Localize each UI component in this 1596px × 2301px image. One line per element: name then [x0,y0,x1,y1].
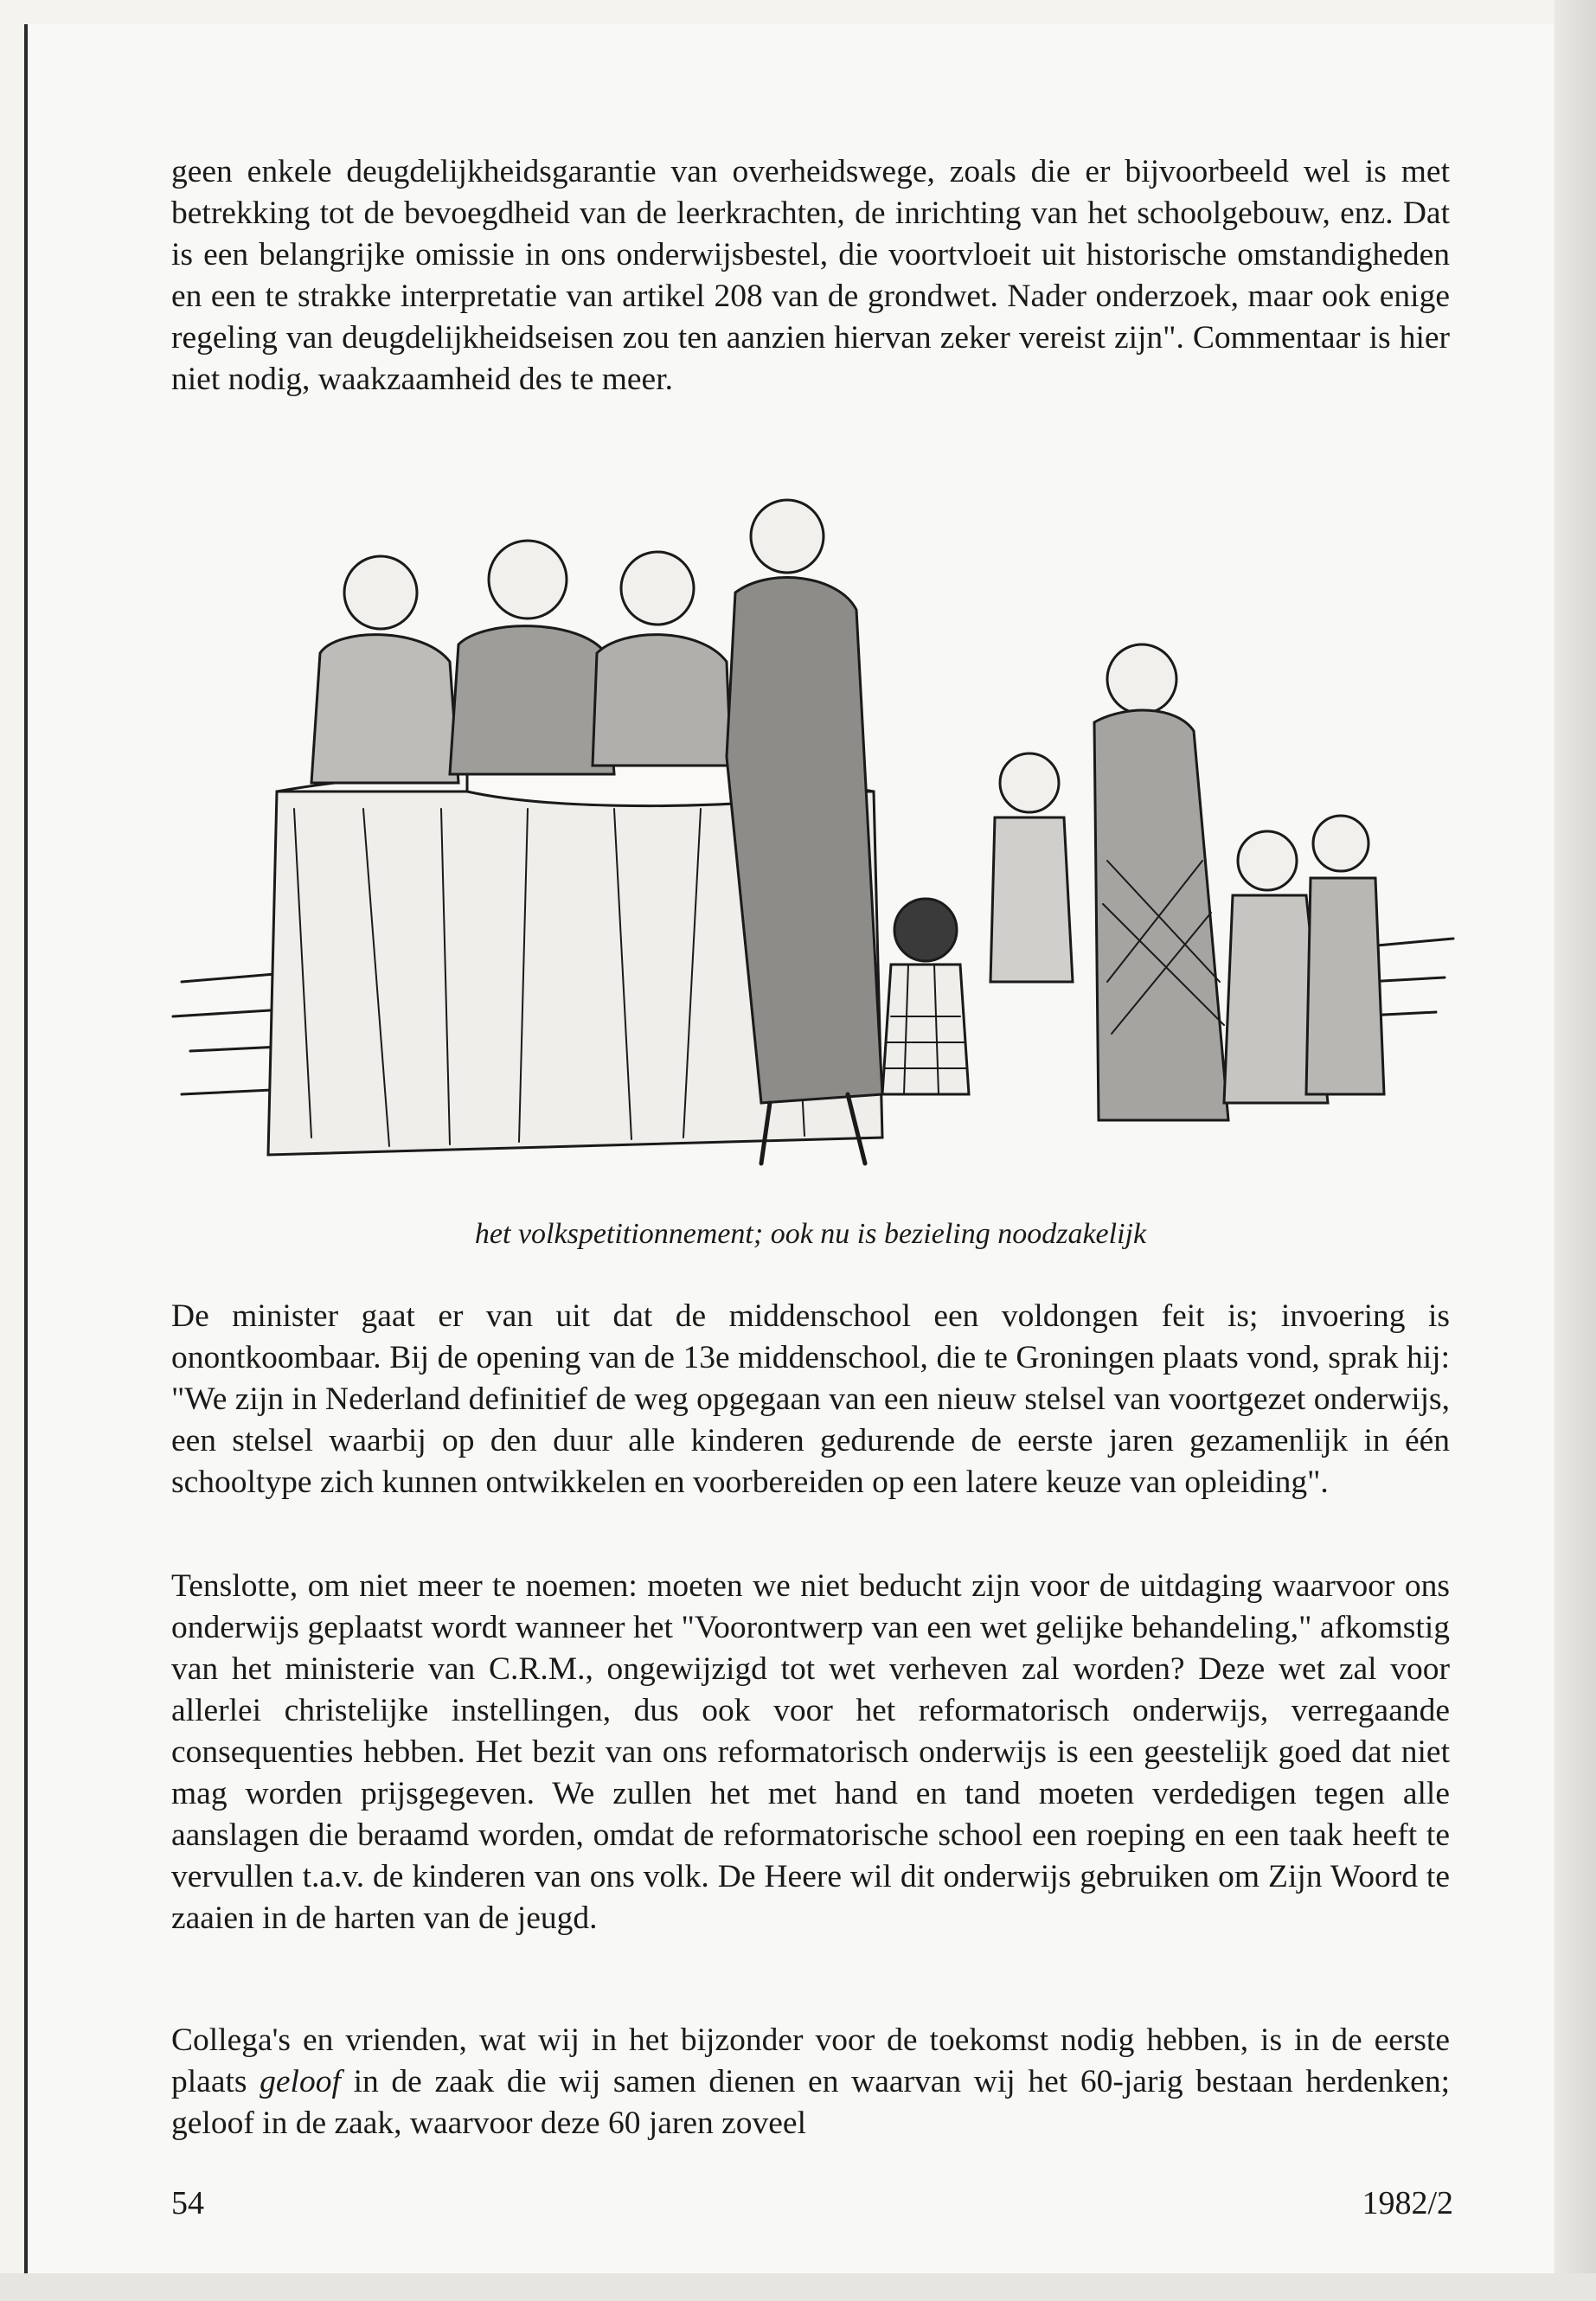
paragraph-4 [171,2020,1450,2144]
figure-caption: het volkspetitionnement; ook nu is bezieling noodzakelijk [474,1218,1147,1250]
scan-edge [1554,0,1596,2301]
paragraph-4-end: in de zaak die wij samen dienen en waarvan wij het 60-jarig bestaan herdenken; geloof in de zaak, waarvoor deze 60 jaren zoveel [171,2064,1450,2141]
paragraph-2: De minister gaat er van uit dat de middenschool een voldongen feit is; invoering is onontkoombaar. Bij de opening van de 13e middenschool, die te Groningen plaats vond, sprak hij: "We zijn in Nederland definitief de weg opgegaan van een nieuw stelsel van voortgezet onderwijs, een stelsel waarbij op den duur alle kinderen gedurende de eerste jaren gezamenlijk in één schooltype zich kunnen ontwikkelen en voorbereiden op een latere keuze van opleiding". [171,1298,1450,1500]
paragraph-1: geen enkele deugdelijkheidsgarantie van overheidswege, zoals die er bijvoorbeeld wel is met betrekking tot de bevoegdheid van de leerkrachten, de inrichting van het schoolgebouw, enz. Dat is een belangrijke omissie in ons onderwijsbestel, die voortvloeit uit historische omstandigheden en een te strakke interpretatie van artikel 208 van de grondwet. Nader onderzoek, maar ook enige regeling van deugdelijkheidseisen zou ten aanzien hiervan zeker vereist zijn". Commentaar is hier niet nodig, waakzaamheid des te meer. [171,154,1450,397]
scan-bottom-edge [0,2273,1596,2301]
illustration-petition [164,497,1462,1181]
paragraph-4-start: Collega's en vrienden, wat wij in het bijzonder voor de toekomst nodig hebben, is in de eerste plaats [171,2022,1450,2099]
issue-number: 1982/2 [1362,2185,1453,2221]
emphasis-geloof: geloof [260,2064,341,2099]
paragraph-3: Tenslotte, om niet meer te noemen: moeten we niet beducht zijn voor de uitdaging waarvoor ons onderwijs geplaatst wordt wanneer het "Voorontwerp van een wet gelijke behandeling," afkomstig van het ministerie van C.R.M., ongewijzigd tot wet verheven zal worden? Deze wet zal voor allerlei christelijke instellingen, dus ook voor het reformatorisch onderwijs, verregaande consequenties hebben. Het bezit van ons reformatorisch onderwijs is een geestelijk goed dat niet mag worden prijsgegeven. We zullen het met hand en tand moeten verdedigen tegen alle aanslagen die beraamd worden, omdat de reformatorische school een roeping en een taak heeft te vervullen t.a.v. de kinderen van ons volk. De Heere wil dit onderwijs gebruiken om Zijn Woord te zaaien in de harten van de jeugd. [171,1568,1450,1936]
page-number: 54 [171,2185,204,2221]
